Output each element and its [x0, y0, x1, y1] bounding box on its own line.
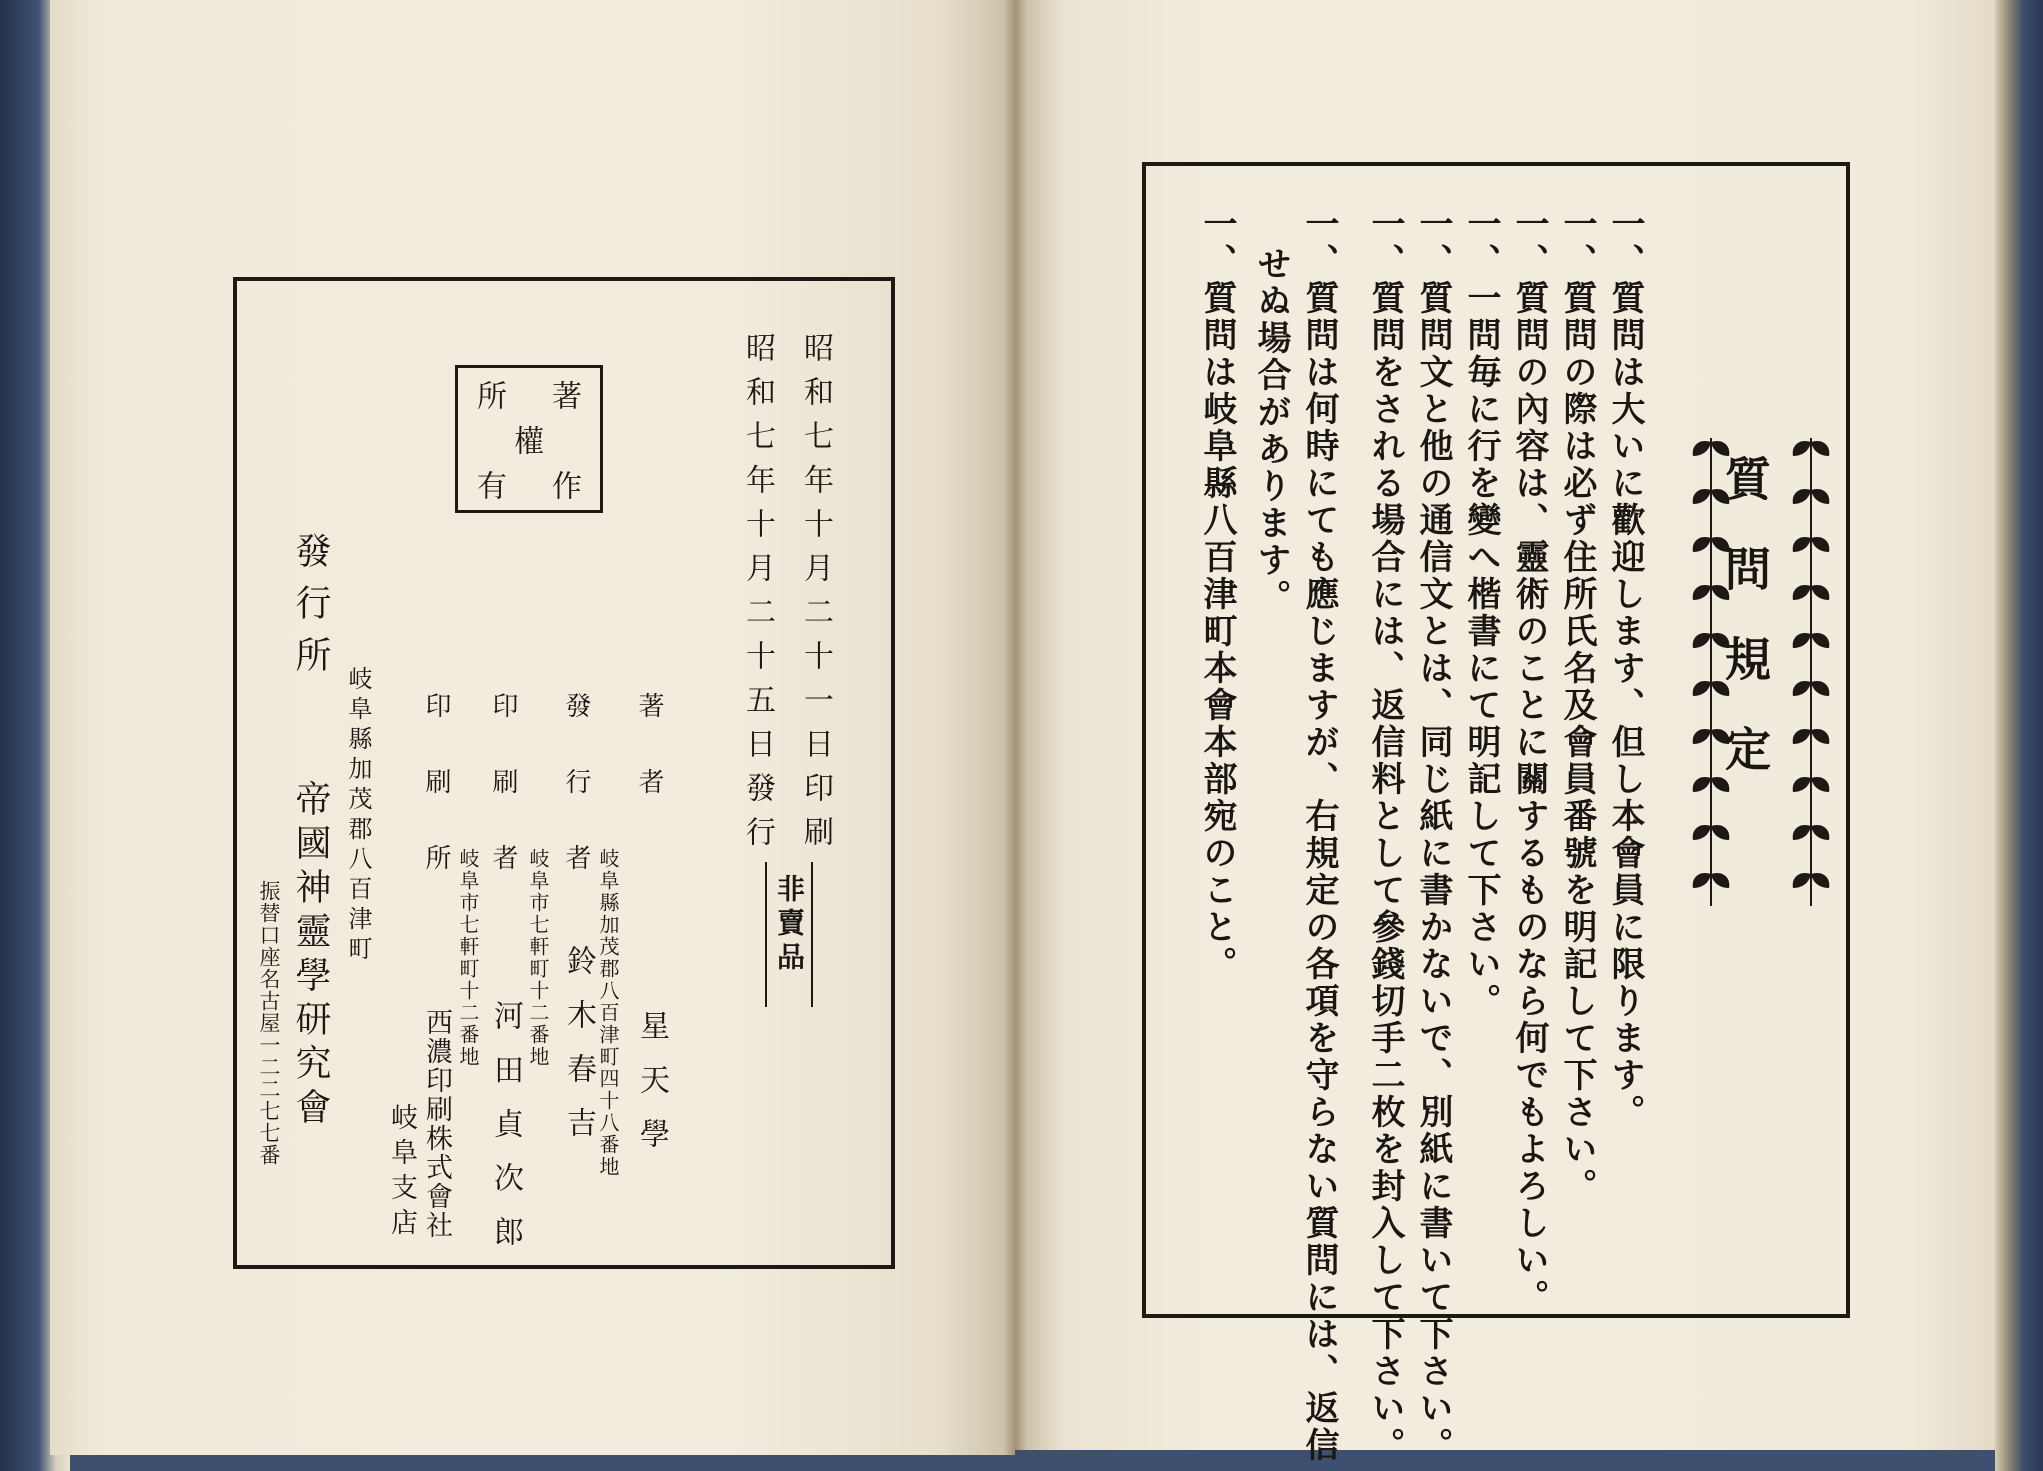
print-date: 昭和七年十月二十一日印刷	[798, 332, 833, 860]
issue-date: 昭和七年十月二十五日發行	[740, 332, 775, 860]
copyright-char-4: 權	[508, 425, 543, 455]
rule-4: 一、一問毎に行を變へ楷書にて明記して下さい。	[1461, 206, 1501, 1020]
issuer-transfer-account: 振替口座名古屋一二二七七番	[257, 880, 281, 1166]
author-role: 著者	[634, 692, 664, 844]
printer-address: 岐阜市七軒町十二番地	[526, 848, 550, 1068]
rules-title: 質問規定	[1718, 455, 1772, 815]
print-shop-name: 西濃印刷株式會社	[421, 1008, 452, 1240]
issuer-address: 岐阜縣加茂郡八百津町	[344, 666, 372, 966]
not-for-sale-label	[765, 862, 813, 1007]
printer-name: 河田貞次郎	[488, 1000, 523, 1270]
rule-7: 一、質問は何時にても應じますが、右規定の各項を守らない質問には、返信	[1299, 206, 1339, 1464]
book-gutter	[1003, 0, 1027, 1455]
copyright-char-5: 有	[471, 470, 506, 500]
publisher-address: 岐阜縣加茂郡八百津町四十八番地	[596, 848, 620, 1178]
print-shop-role: 印刷所	[421, 692, 451, 920]
issuer-name: 帝國神靈學研究會	[290, 780, 331, 1132]
rule-8: 一、質問は岐阜縣八百津町本會本部宛のこと。	[1197, 206, 1237, 983]
rule-3: 一、質問の內容は、靈術のことに關するものなら何でもよろしい。	[1509, 206, 1549, 1316]
print-shop-address: 岐阜市七軒町十二番地	[456, 848, 480, 1068]
rule-2: 一、質問の際は必ず住所氏名及會員番號を明記して下さい。	[1557, 206, 1597, 1205]
publisher-name: 鈴木春吉	[561, 945, 596, 1161]
print-shop-branch: 岐阜支店	[386, 1103, 417, 1243]
copyright-char-3: 所	[471, 380, 506, 410]
copyright-char-1: 著	[546, 380, 581, 410]
right-vine-ornament-icon	[1783, 432, 1839, 912]
printer-role: 印刷者	[488, 692, 518, 920]
book-cover-right-edge	[1995, 0, 2043, 1471]
not-for-sale-text: 非賣品	[773, 874, 806, 976]
rule-7-continuation: せぬ場合があります。	[1251, 246, 1291, 616]
rule-5: 一、質問文と他の通信文とは、同じ紙に書かないで、別紙に書いて下さい。	[1413, 206, 1453, 1464]
copyright-char-2: 作	[546, 470, 581, 500]
issuer-role: 發行所	[290, 532, 331, 688]
rule-1: 一、質問は大いに歡迎します、但し本會員に限ります。	[1605, 206, 1645, 1131]
publisher-role: 發行者	[561, 692, 591, 920]
author-name: 星天學	[634, 1010, 669, 1172]
rule-6: 一、質問をされる場合には、返信料として參錢切手二枚を封入して下さい。	[1365, 206, 1405, 1464]
